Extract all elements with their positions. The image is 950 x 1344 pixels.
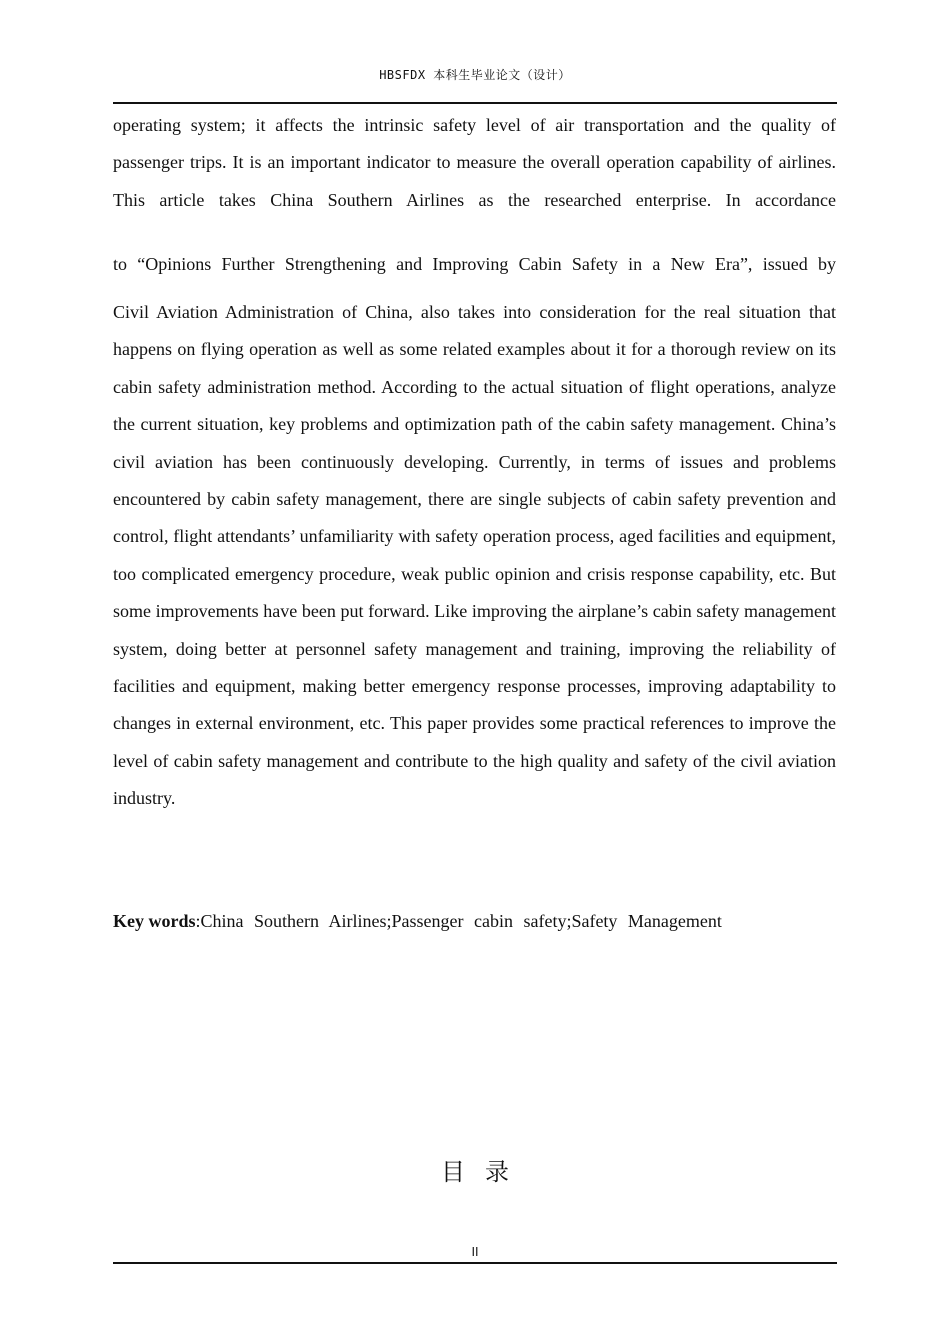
abstract-paragraph-2: to “Opinions Further Strengthening and Improving Cabin Safety in a New Era”, issued by <box>113 254 836 274</box>
keywords-separator: : <box>195 911 201 931</box>
keywords-value: China Southern Airlines;Passenger cabin safety;Safety Management <box>200 911 722 931</box>
abstract-paragraph-1: operating system; it affects the intrinsic safety level of air transportation and the quality of passenger trips. It is an important indicator to measure the overall operation capability of airlines. This article takes China Southern Airlines as the researched enterprise. In accordance <box>113 115 836 210</box>
header-rule <box>113 102 837 104</box>
running-header: HBSFDX 本科生毕业论文（设计） <box>379 68 571 82</box>
abstract-paragraph-3: Civil Aviation Administration of China, also takes into consideration for the real situation that happens on flying operation as well as some related examples about it for a thorough review on its cabin safety administration method. According to the actual situation of flight operations, analyze the current situation, key problems and optimization path of the cabin safety management. China’s civil aviation has been continuously developing. Currently, in terms of issues and problems encountered by cabin safety management, there are single subjects of cabin safety prevention and control, flight attendants’ unfamiliarity with safety operation process, aged facilities and equipment, too complicated emergency procedure, weak public opinion and crisis response capability, etc. But some improvements have been put forward. Like improving the airplane’s cabin safety management system, doing better at personnel safety management and training, improving the reliability of facilities and equipment, making better emergency response processes, improving adaptability to changes in external environment, etc. This paper provides some practical references to improve the level of cabin safety management and contribute to the high quality and safety of the civil aviation industry. <box>113 302 836 809</box>
keywords-label: Key words <box>113 911 196 931</box>
page-number: II <box>471 1245 479 1259</box>
toc-title: 目录 <box>441 1158 529 1186</box>
footer-rule <box>113 1262 837 1264</box>
keywords-line <box>113 906 722 936</box>
